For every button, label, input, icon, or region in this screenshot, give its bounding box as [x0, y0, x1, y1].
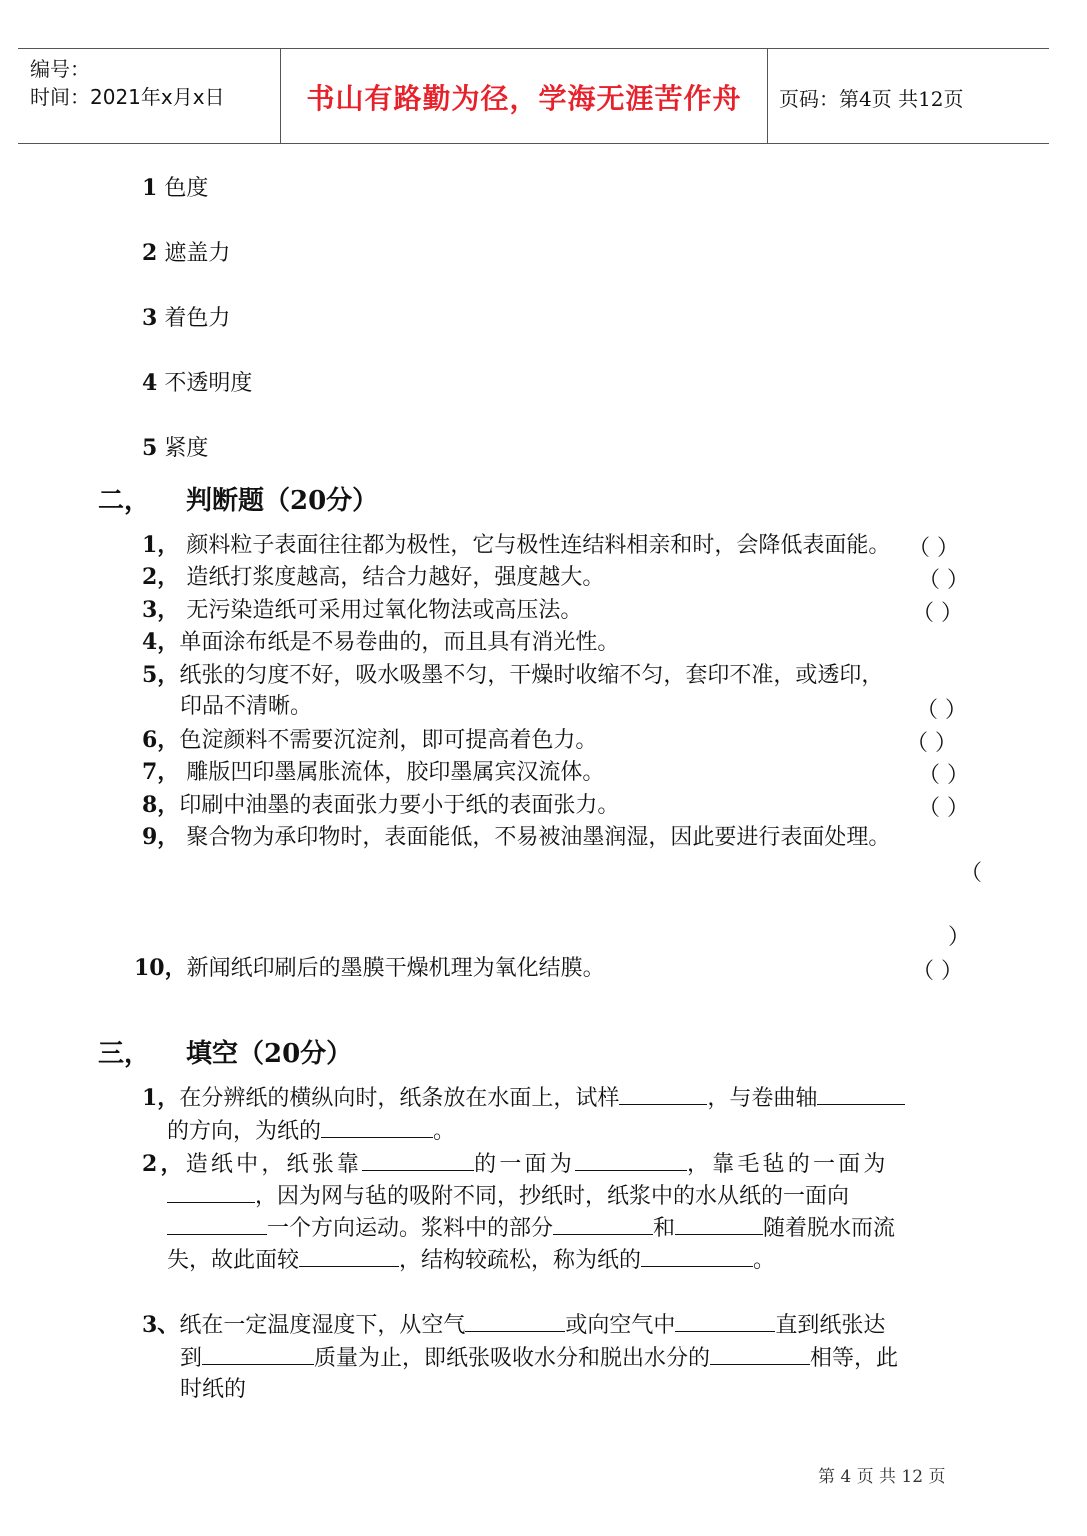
- answer-blank[interactable]: [710, 1344, 810, 1365]
- fill-item-2: 2，造纸中，纸张靠 的一面为 ，靠毛毡的一面为: [142, 1151, 889, 1177]
- answer-blank[interactable]: [202, 1344, 314, 1365]
- fill-item-2-line4: 失，故此面较 ，结构较疏松，称为纸的 。: [167, 1248, 776, 1273]
- fill-item-2-line2: ，因为网与毡的吸附不同，抄纸时，纸浆中的水从纸的一面向: [167, 1182, 849, 1211]
- section-3-index: 三，: [98, 1039, 151, 1069]
- term-item: 3 着色力: [142, 305, 231, 331]
- answer-blank[interactable]: [553, 1214, 653, 1235]
- judge-item-6: 6，色淀颜料不需要沉淀剂，即可提高着色力。: [142, 727, 598, 753]
- header-motto-cell: [280, 49, 768, 143]
- answer-blank[interactable]: [299, 1246, 399, 1267]
- answer-blank[interactable]: [321, 1117, 433, 1138]
- section-3-title: 填空（20分）: [186, 1039, 353, 1069]
- answer-paren[interactable]: （ ）: [908, 536, 959, 561]
- answer-blank[interactable]: [675, 1214, 763, 1235]
- fill-item-1-cont: 的方向，为纸的 。: [167, 1119, 456, 1144]
- fill-item-3-line2: 到 质量为止，即纸张吸收水分和脱出水分的 相等，此: [180, 1346, 899, 1371]
- answer-blank[interactable]: [167, 1214, 267, 1235]
- answer-paren[interactable]: （ ）: [906, 731, 957, 756]
- header-meta: [18, 49, 280, 143]
- answer-blank[interactable]: [465, 1311, 565, 1332]
- answer-blank[interactable]: [575, 1150, 687, 1171]
- answer-paren-open[interactable]: （: [960, 861, 983, 886]
- judge-item-1: 1， 颜料粒子表面往往都为极性，它与极性连结料相亲和时，会降低表面能。: [142, 532, 891, 558]
- section-2-index: 二，: [98, 486, 151, 516]
- judge-item-3: 3， 无污染造纸可采用过氧化物法或高压法。: [142, 597, 583, 623]
- answer-blank[interactable]: [675, 1311, 775, 1332]
- header-page-cell: [767, 49, 1049, 143]
- term-item: 4 不透明度: [142, 370, 253, 396]
- judge-item-8: 8，印刷中油墨的表面张力要小于纸的表面张力。: [142, 792, 620, 818]
- answer-paren[interactable]: （ ）: [918, 763, 969, 788]
- fill-item-1: 1，在分辨纸的横纵向时，纸条放在水面上，试样 ，与卷曲轴: [142, 1084, 905, 1113]
- section-2-title: 判断题（20分）: [186, 486, 379, 516]
- answer-paren[interactable]: （ ）: [916, 698, 967, 723]
- answer-blank[interactable]: [362, 1150, 474, 1171]
- answer-paren[interactable]: （ ）: [912, 959, 963, 984]
- motto: 书山有路勤为径，学海无涯苦作舟: [306, 82, 742, 115]
- judge-item-5-cont: 印品不清晰。: [180, 694, 313, 719]
- fill-item-3-line3: 时纸的: [180, 1377, 247, 1402]
- answer-paren-close[interactable]: ）: [948, 925, 971, 950]
- page-header: [18, 48, 1049, 144]
- term-item: 1 色度: [142, 175, 209, 201]
- time-label: 时间：2021年x月x日: [30, 85, 225, 109]
- answer-blank[interactable]: [167, 1182, 255, 1203]
- judge-item-5: 5，纸张的匀度不好，吸水吸墨不匀，干燥时收缩不匀，套印不准，或透印，: [142, 662, 884, 688]
- answer-paren[interactable]: （ ）: [918, 796, 969, 821]
- judge-item-4: 4，单面涂布纸是不易卷曲的，而且具有消光性。: [142, 629, 620, 655]
- page-info: 页码：第4页 共12页: [779, 87, 964, 111]
- term-item: 2 遮盖力: [142, 240, 231, 266]
- answer-blank[interactable]: [817, 1084, 905, 1105]
- number-label: 编号：: [30, 57, 90, 81]
- term-item: 5 紧度: [142, 435, 209, 461]
- answer-paren[interactable]: （ ）: [918, 568, 969, 593]
- judge-item-9: 9， 聚合物为承印物时，表面能低，不易被油墨润湿，因此要进行表面处理。: [142, 824, 891, 850]
- judge-item-7: 7， 雕版凹印墨属胀流体，胶印墨属宾汉流体。: [142, 759, 605, 785]
- fill-item-2-line3: 一个方向运动。浆料中的部分 和 随着脱水而流: [167, 1214, 895, 1243]
- answer-paren[interactable]: （ ）: [912, 601, 963, 626]
- answer-blank[interactable]: [641, 1246, 753, 1267]
- fill-item-3: 3、纸在一定温度湿度下，从空气 或向空气中 直到纸张达: [142, 1312, 886, 1338]
- judge-item-2: 2， 造纸打浆度越高，结合力越好，强度越大。: [142, 564, 605, 590]
- page-footer: 第 4 页 共 12 页: [818, 1467, 946, 1487]
- answer-blank[interactable]: [619, 1084, 707, 1105]
- judge-item-10: 10，新闻纸印刷后的墨膜干燥机理为氧化结膜。: [134, 955, 605, 981]
